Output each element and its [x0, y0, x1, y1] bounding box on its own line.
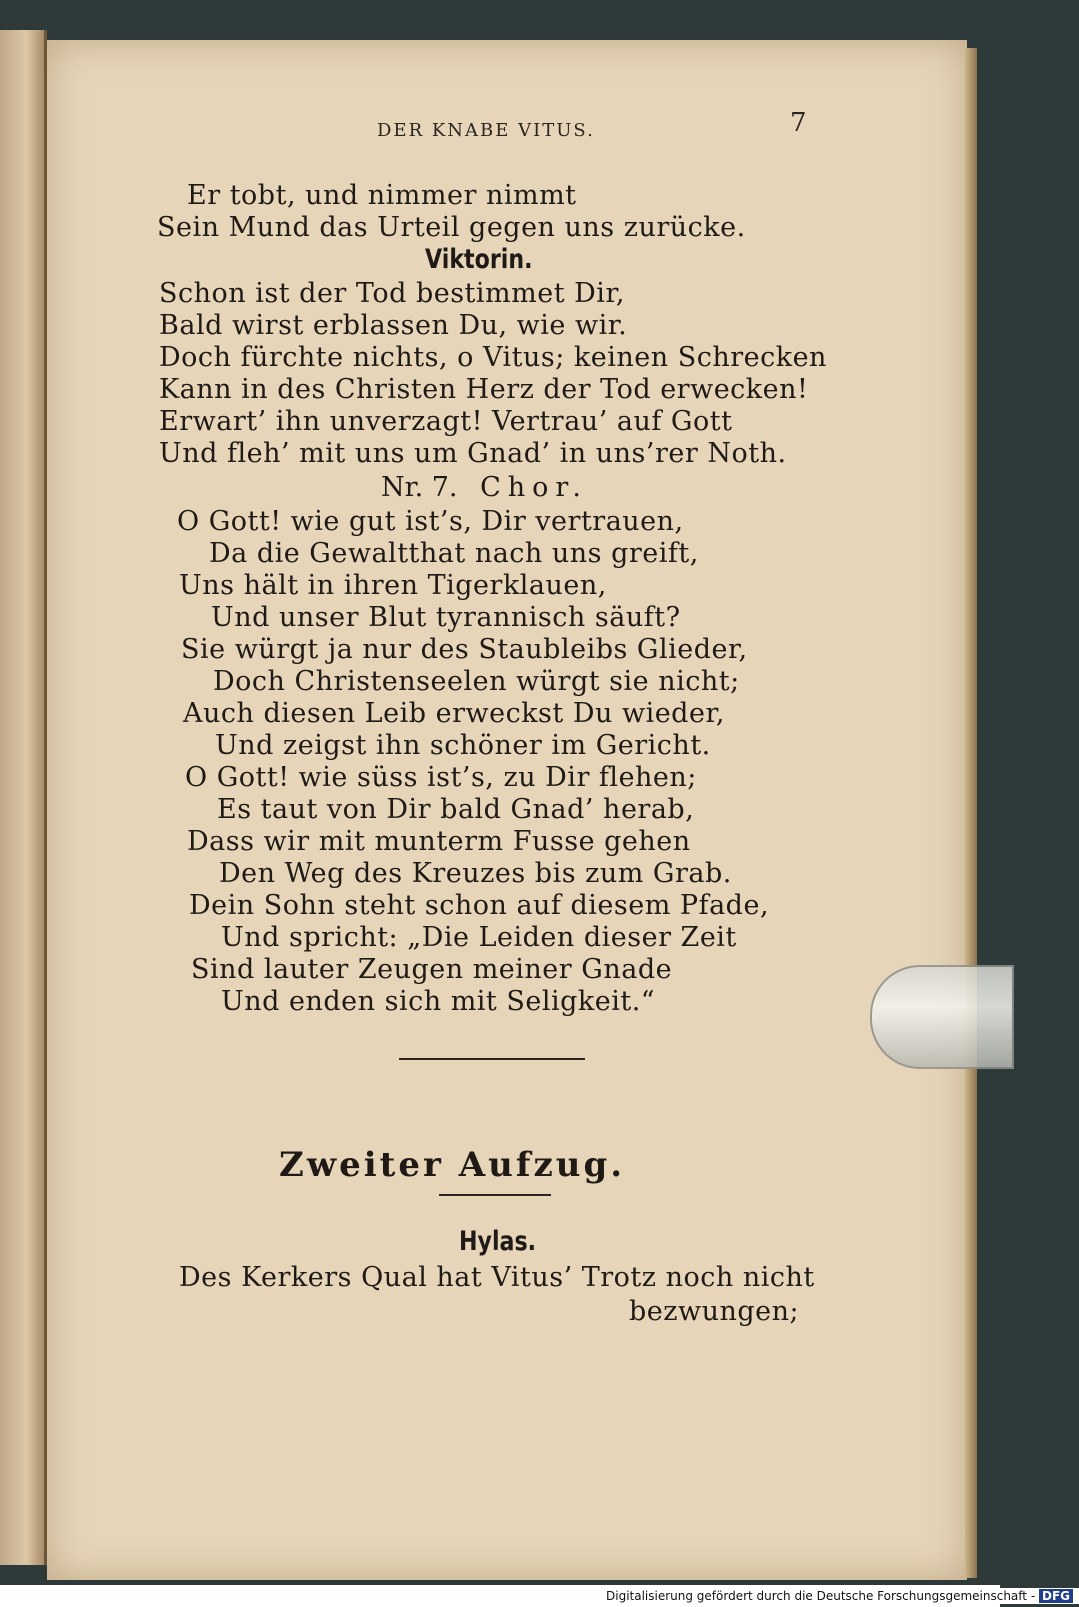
verse-line: Und unser Blut tyrannisch säuft?: [211, 602, 681, 633]
verse-line: Und fleh’ mit uns um Gnad’ in uns’rer Noth.: [159, 438, 787, 469]
verse-line: Doch Christenseelen würgt sie nicht;: [213, 666, 740, 697]
verse-line: Und zeigst ihn schöner im Gericht.: [215, 730, 711, 761]
dfg-logo: DFG: [1039, 1589, 1073, 1603]
verse-line: Es taut von Dir bald Gnad’ herab,: [217, 794, 695, 825]
verse-line: Sind lauter Zeugen meiner Gnade: [191, 954, 673, 985]
chorus-number: Nr. 7.: [381, 472, 458, 503]
digitization-credit: [600, 1588, 1079, 1604]
facing-page-edge: [0, 30, 47, 1565]
speaker-name: Hylas.: [459, 1226, 537, 1257]
verse-line: Dass wir mit munterm Fusse gehen: [187, 826, 691, 857]
verse-line: Doch fürchte nichts, o Vitus; keinen Schrecken: [159, 342, 827, 373]
book-page: [47, 40, 967, 1580]
verse-line: Da die Gewaltthat nach uns greift,: [209, 538, 699, 569]
verse-line: Sein Mund das Urteil gegen uns zurücke.: [157, 212, 746, 243]
chorus-title: Chor.: [480, 472, 588, 503]
speaker-name: Viktorin.: [425, 244, 533, 275]
act-title: Zweiter Aufzug.: [279, 1145, 626, 1185]
verse-line: Erwart’ ihn unverzagt! Vertrau’ auf Gott: [159, 406, 733, 437]
section-divider: [439, 1194, 551, 1196]
verse-line: Bald wirst erblassen Du, wie wir.: [159, 310, 628, 341]
running-head: DER KNABE VITUS.: [377, 120, 595, 141]
verse-line: Schon ist der Tod bestimmet Dir,: [159, 278, 625, 309]
verse-line: Und spricht: „Die Leiden dieser Zeit: [221, 922, 737, 953]
verse-line: Er tobt, und nimmer nimmt: [187, 180, 577, 211]
verse-line: Sie würgt ja nur des Staubleibs Glieder,: [181, 634, 748, 665]
verse-line: Auch diesen Leib erweckst Du wieder,: [183, 698, 725, 729]
verse-line: Und enden sich mit Seligkeit.“: [221, 986, 656, 1017]
page-number: 7: [790, 108, 807, 138]
section-divider: [399, 1058, 585, 1060]
verse-line: Den Weg des Kreuzes bis zum Grab.: [219, 858, 732, 889]
chorus-heading: [381, 472, 588, 503]
verse-line: Kann in des Christen Herz der Tod erwecken!: [159, 374, 809, 405]
credit-text: Digitalisierung gefördert durch die Deutsche Forschungsgemeinschaft -: [606, 1589, 1036, 1603]
page-clip: [870, 965, 1014, 1069]
page-stack-edge: [965, 48, 977, 1578]
verse-line: Des Kerkers Qual hat Vitus’ Trotz noch nicht: [179, 1262, 815, 1293]
verse-line: Uns hält in ihren Tigerklauen,: [179, 570, 607, 601]
verse-line: O Gott! wie gut ist’s, Dir vertrauen,: [177, 506, 684, 537]
verse-line: Dein Sohn steht schon auf diesem Pfade,: [189, 890, 770, 921]
verse-line: O Gott! wie süss ist’s, zu Dir flehen;: [185, 762, 697, 793]
verse-line: bezwungen;: [629, 1296, 800, 1327]
